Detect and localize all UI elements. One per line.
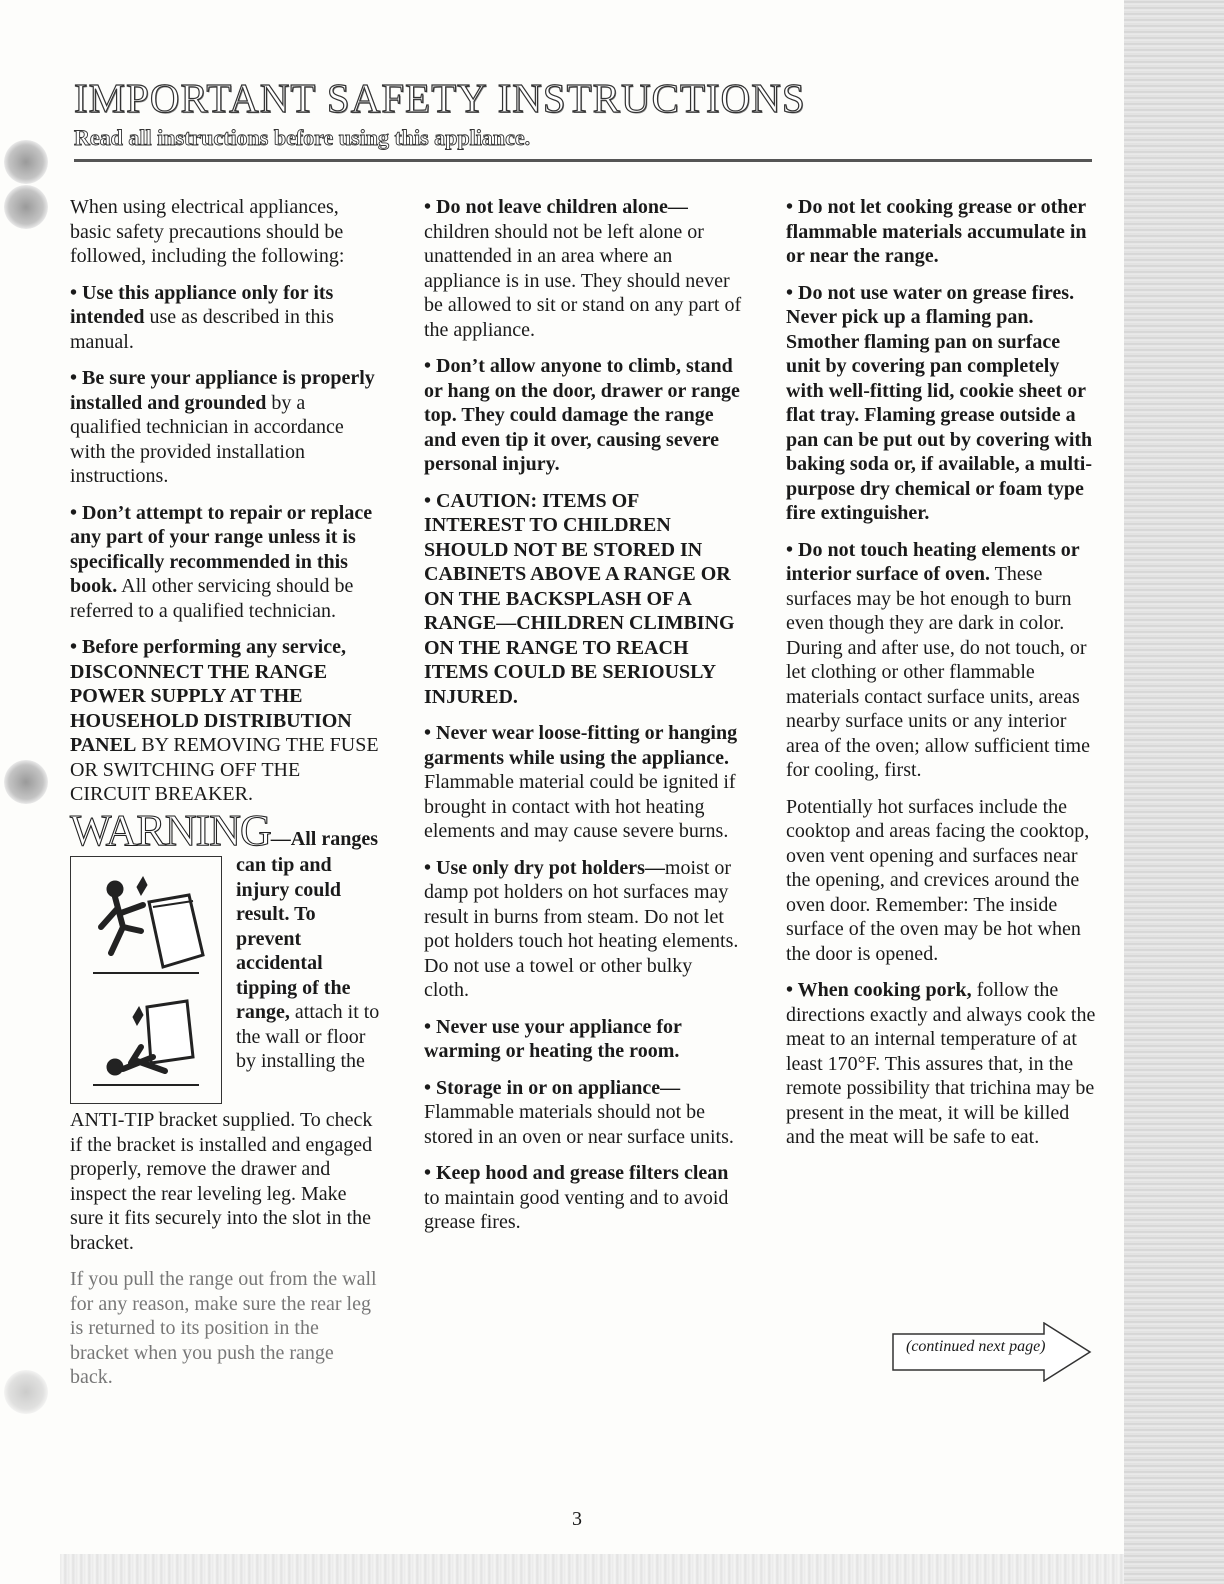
instruction-item	[70, 281, 380, 355]
instruction-item	[424, 1161, 742, 1235]
item-lead: • Do not use water on grease fires. Never pick up a flaming pan. Smother flaming pan on surface unit by covering pan completely with well-fitting lid, cookie sheet or flat tray. Flaming grease outside a pan can be put out by covering with baking soda or, if available, a multi-purpose dry chemical or foam type fire extinguisher.	[786, 281, 1093, 524]
warning-heading	[70, 805, 380, 855]
item-lead: • Do not let cooking grease or other flammable materials accumulate in or near the range.	[786, 196, 1087, 267]
instruction-item	[70, 635, 380, 807]
instruction-item	[424, 195, 742, 342]
instruction-item	[424, 856, 742, 1003]
punch-hole	[4, 140, 48, 184]
column-right	[786, 195, 1096, 1162]
instruction-item	[70, 366, 380, 489]
item-body: to maintain good venting and to avoid grease fires.	[424, 1186, 729, 1233]
hot-surfaces-note: Potentially hot surfaces include the cooktop and areas facing the cooktop, oven vent opening and surfaces near the opening, and crevices around the oven door. Remember: The inside surface of the oven may be hot when the door is opened.	[786, 795, 1090, 965]
warning-block	[70, 853, 380, 1108]
column-middle	[424, 195, 742, 1247]
warning-continued: ANTI-TIP bracket supplied. To check if the bracket is installed and engaged properly, remove the drawer and inspect the rear leveling leg. Make sure it fits securely into the slot in the bracket.	[70, 1109, 373, 1254]
item-lead: • Don’t allow anyone to climb, stand or hang on the door, drawer or range top. They could damage the range and even tip it over, causing severe personal injury.	[424, 355, 740, 475]
instruction-item	[424, 1076, 742, 1150]
item-lead: • Never wear loose-fitting or hanging garments while using the appliance.	[424, 722, 738, 769]
header-rule	[74, 159, 1092, 162]
continued-label: (continued next page)	[906, 1338, 1046, 1355]
item-lead: • Storage in or on appliance—	[424, 1076, 681, 1099]
warning-side-bold: can tip and injury could result. To prevent accidental tipping of the range,	[236, 854, 351, 1023]
item-body: Flammable material could be ignited if brought in contact with hot heating elements and may cause severe burns.	[424, 771, 736, 842]
continued-next-page-arrow	[892, 1322, 1092, 1382]
scan-edge-artifact	[1124, 0, 1224, 1584]
item-lead: • Keep hood and grease filters clean	[424, 1162, 729, 1184]
item-lead: • Use this appliance only for its intended	[70, 281, 334, 328]
punch-hole	[4, 1370, 48, 1414]
item-lead: • Before performing any service, DISCONNECT THE RANGE POWER SUPPLY AT THE HOUSEHOLD DISTRIBUTION PANEL	[70, 636, 352, 756]
instruction-item	[424, 1015, 742, 1064]
item-body: moist or damp pot holders on hot surfaces may result in burns from steam. Do not let pot holders touch hot heating elements. Do not use a towel or other bulky cloth.	[424, 856, 739, 1001]
item-body: All other servicing should be referred to a qualified technician.	[70, 575, 354, 622]
tip-over-icon	[71, 857, 221, 1103]
item-lead: • Never use your appliance for warming or heating the room.	[424, 1015, 682, 1062]
page-title: IMPORTANT SAFETY INSTRUCTIONS	[74, 75, 806, 121]
caution-item	[424, 489, 742, 710]
instruction-item	[424, 721, 742, 844]
instruction-item	[786, 538, 1096, 783]
item-lead: • When cooking pork,	[786, 979, 972, 1001]
page-number: 3	[572, 1508, 582, 1530]
caution-text: • CAUTION: ITEMS OF INTEREST TO CHILDREN SHOULD NOT BE STORED IN CABINETS ABOVE A RANGE OR ON THE BACKSPLASH OF A RANGE—CHILDREN CLIMBING ON THE RANGE TO REACH ITEMS COULD BE SERIOUSLY INJURED.	[424, 489, 735, 708]
item-lead: • Use only dry pot holders—	[424, 856, 665, 879]
item-lead: • Be sure your appliance is properly installed and grounded	[70, 367, 375, 414]
pull-out-note: If you pull the range out from the wall for any reason, make sure the rear leg is returned to its position in the bracket when you push the range back.	[70, 1268, 377, 1388]
scan-bottom-artifact	[60, 1554, 1124, 1584]
warning-word: WARNING	[70, 805, 271, 855]
instruction-item	[70, 501, 380, 624]
tip-over-illustration	[70, 856, 222, 1104]
instruction-item	[786, 195, 1096, 269]
item-body: use as described in this manual.	[70, 306, 334, 353]
punch-hole	[4, 185, 48, 229]
item-lead: • Do not leave children alone—	[424, 196, 688, 218]
item-body: children should not be left alone or unattended in an area where an appliance is in use. They should never be allowed to sit or stand on any part of the appliance.	[424, 220, 742, 341]
instruction-item	[786, 281, 1096, 526]
warning-lead: —All ranges	[270, 827, 378, 850]
warning-side-body: attach it to the wall or floor by installing the	[236, 1001, 380, 1072]
item-body: by a qualified technician in accordance with the provided installation instructions.	[70, 391, 344, 487]
column-left	[70, 195, 380, 1402]
instruction-item	[786, 978, 1096, 1150]
item-body: BY REMOVING THE FUSE OR SWITCHING OFF THE CIRCUIT BREAKER.	[70, 734, 379, 805]
item-body: Flammable materials should not be stored in an oven or near surface units.	[424, 1101, 734, 1148]
item-body: These surfaces may be hot enough to burn even though they are dark in color. During and after use, do not touch, or let clothing or other flammable materials contact surface units, areas nearby surface units or any interior area of the oven; allow sufficient time for cooling, first.	[786, 563, 1090, 781]
intro-paragraph: When using electrical appliances, basic safety precautions should be followed, including the following:	[70, 196, 345, 267]
page-subtitle: Read all instructions before using this appliance.	[74, 125, 531, 150]
instruction-item	[424, 354, 742, 477]
item-body: follow the directions exactly and always cook the meat to an internal temperature of at least 170°F. This assures that, in the remote possibility that trichina may be present in the meat, it will be killed and the meat will be safe to eat.	[786, 979, 1096, 1148]
item-lead: • Do not touch heating elements or interior surface of oven.	[786, 538, 1080, 585]
item-lead: • Don’t attempt to repair or replace any part of your range unless it is specifically recommended in this book.	[70, 501, 373, 597]
punch-hole	[4, 760, 48, 804]
